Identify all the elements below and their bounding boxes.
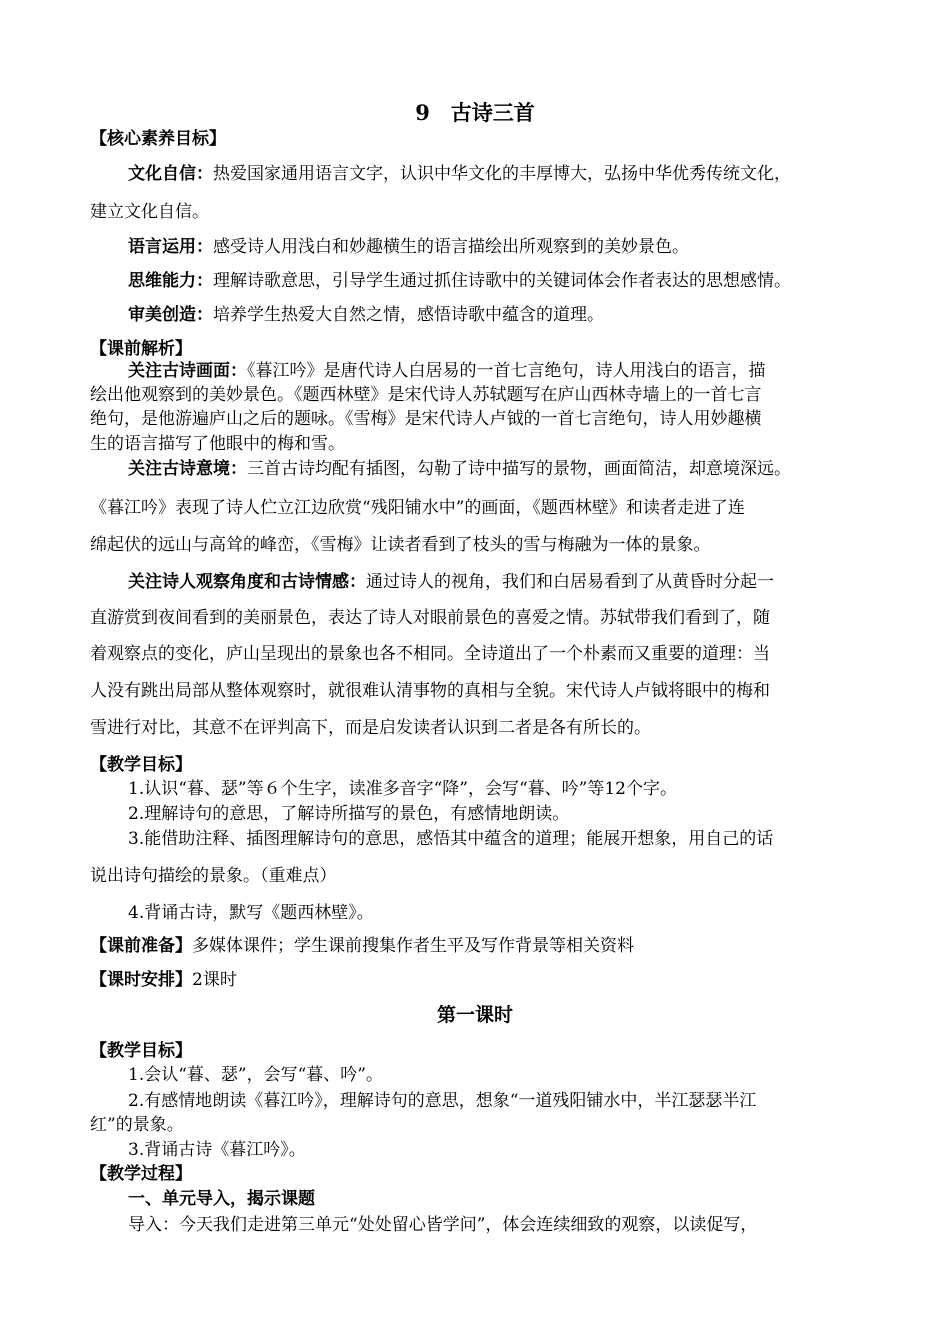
- paragraph-intro: 导入：今天我们走进第三单元“处处留心皆学问”，体会连续细致的观察，以读促写，: [128, 1215, 758, 1235]
- list-item: 2.有感情地朗读《暮江吟》，理解诗句的意思，想象“一道残阳铺水中，半江瑟瑟半江: [128, 1091, 757, 1111]
- list-item: 1.认识“暮、瑟”等６个生字，读准多音字“降”，会写“暮、吟”等12个字。: [128, 779, 677, 799]
- section-heading-process: 【教学过程】: [90, 1164, 192, 1184]
- paragraph-poem-picture: 关注古诗画面：《暮江吟》是唐代诗人白居易的一首七言绝句，诗人用浅白的语言，描: [128, 361, 766, 381]
- paragraph-poem-mood: 关注古诗意境：三首古诗均配有插图，勾勒了诗中描写的景物，画面简洁，却意境深远。: [128, 459, 791, 479]
- paragraph-cultural-confidence-cont: 建立文化自信。: [90, 202, 209, 222]
- paragraph-language-use: 语言运用：感受诗人用浅白和妙趣横生的语言描绘出所观察到的美妙景色。: [128, 237, 689, 257]
- paragraph-line: 雪进行对比，其意不在评判高下，而是启发读者认识到二者是各有所长的。: [90, 718, 651, 738]
- list-item: 3.能借助注释、插图理解诗句的意思，感悟其中蕴含的道理；能展开想象，用自己的话: [128, 829, 774, 849]
- paragraph-observation-angle: 关注诗人观察角度和古诗情感：通过诗人的视角，我们和白居易看到了从黄昏时分起一: [128, 572, 774, 592]
- list-item: 1.会认“暮、瑟”，会写“暮、吟”。: [128, 1065, 383, 1085]
- lesson-title: 第一课时: [436, 1004, 513, 1026]
- paragraph-line: 绘出他观察到的美妙景色。《题西林壁》是宋代诗人苏轼题写在庐山西林寺墙上的一首七言: [90, 385, 762, 405]
- section-heading-core-goals: 【核心素养目标】: [90, 129, 226, 149]
- list-item: 3.背诵古诗《暮江吟》。: [128, 1140, 306, 1160]
- schedule-line: 【课时安排】2课时: [90, 970, 237, 990]
- paragraph-line: 绝句，是他游遍庐山之后的题咏。《雪梅》是宋代诗人卢钺的一首七言绝句，诗人用妙趣横: [90, 409, 762, 429]
- paragraph-line: 直游赏到夜间看到的美丽景色，表达了诗人对眼前景色的喜爱之情。苏轼带我们看到了，随: [90, 608, 770, 628]
- list-item-cont: 红”的景象。: [90, 1115, 184, 1135]
- section-heading-lesson-goals: 【教学目标】: [90, 1041, 192, 1061]
- paragraph-cultural-confidence: 文化自信：热爱国家通用语言文字，认识中华文化的丰厚博大，弘扬中华优秀传统文化，: [128, 164, 791, 184]
- paragraph-thinking-ability: 思维能力：理解诗歌意思，引导学生通过抓住诗歌中的关键词体会作者表达的思想感情。: [128, 271, 791, 291]
- paragraph-line: 绵起伏的远山与高耸的峰峦，《雪梅》让读者看到了枝头的雪与梅融为一体的景象。: [90, 535, 711, 555]
- paragraph-line: 生的语言描写了他眼中的梅和雪。: [90, 434, 345, 454]
- prep-line: 【课前准备】多媒体课件；学生课前搜集作者生平及写作背景等相关资料: [90, 936, 634, 956]
- list-item: 2.理解诗句的意思，了解诗所描写的景色，有感情地朗读。: [128, 804, 570, 824]
- section-heading-teaching-goals: 【教学目标】: [90, 755, 192, 775]
- page-title: 9 古诗三首: [415, 100, 535, 125]
- list-item: 4.背诵古诗，默写《题西林壁》。: [128, 903, 374, 923]
- paragraph-line: 《暮江吟》表现了诗人伫立江边欣赏“残阳铺水中”的画面，《题西林壁》和读者走进了连: [90, 498, 745, 518]
- paragraph-aesthetic-creation: 审美创造：培养学生热爱大自然之情，感悟诗歌中蕴含的道理。: [128, 305, 604, 325]
- section-heading-pre-analysis: 【课前解析】: [90, 339, 192, 359]
- step-heading: 一、单元导入，揭示课题: [128, 1189, 315, 1209]
- list-item-cont: 说出诗句描绘的景象。（重难点）: [90, 866, 337, 886]
- paragraph-line: 着观察点的变化，庐山呈现出的景象也各不相同。全诗道出了一个朴素而又重要的道理：当: [90, 644, 770, 664]
- paragraph-line: 人没有跳出局部从整体观察时，就很难认清事物的真相与全貌。宋代诗人卢钺将眼中的梅和: [90, 681, 770, 701]
